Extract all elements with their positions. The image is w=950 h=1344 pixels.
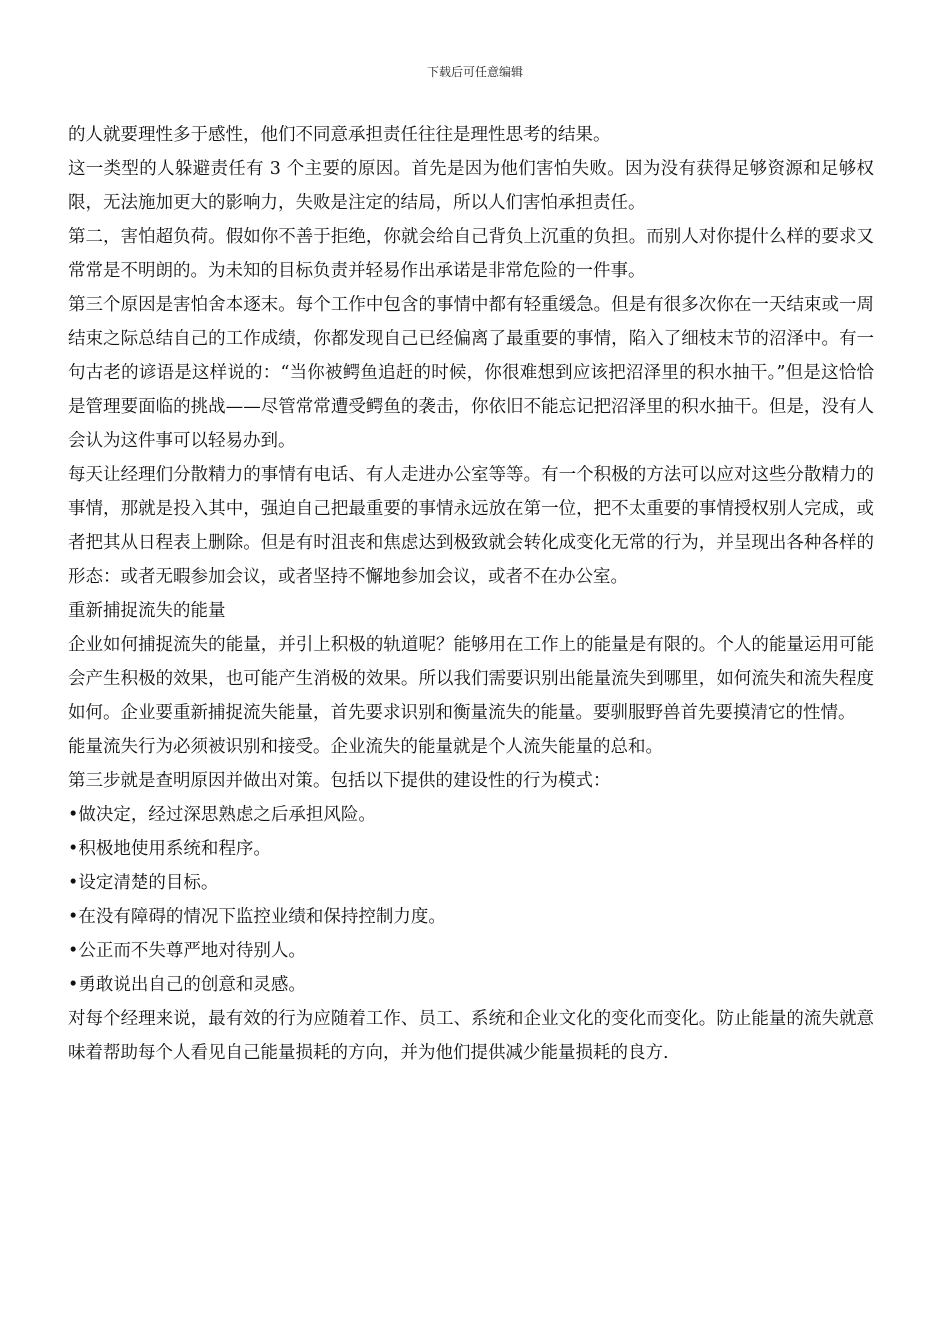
- section-heading: 重新捕捉流失的能量: [68, 601, 226, 621]
- paragraph: 对每个经理来说，最有效的行为应随着工作、员工、系统和企业文化的变化而变化。防止能量的流失就意味着帮助每个人看见自己能量损耗的方向，并为他们提供减少能量损耗的良方.: [68, 1009, 874, 1063]
- paragraph: 企业如何捕捉流失的能量，并引上积极的轨道呢？能够用在工作上的能量是有限的。个人的能量运用可能会产生积极的效果，也可能产生消极的效果。所以我们需要识别出能量流失到哪里，如何流失和流失程度如何。企业要重新捕捉流失能量，首先要求识别和衡量流失的能量。要驯服野兽首先要摸清它的性情。: [68, 635, 874, 723]
- document-body: [68, 118, 874, 1070]
- list-item: •在没有障碍的情况下监控业绩和保持控制力度。: [68, 907, 446, 927]
- paragraph: 第二，害怕超负荷。假如你不善于拒绝，你就会给自己背负上沉重的负担。而别人对你提什么样的要求又常常是不明朗的。为未知的目标负责并轻易作出承诺是非常危险的一件事。: [68, 227, 874, 281]
- list-item: •设定清楚的目标。: [68, 873, 219, 893]
- list-item: •积极地使用系统和程序。: [68, 839, 271, 859]
- bullet-list: [68, 798, 874, 1002]
- paragraph: 这一类型的人躲避责任有 3 个主要的原因。首先是因为他们害怕失败。因为没有获得足够资源和足够权限，无法施加更大的影响力，失败是注定的结局，所以人们害怕承担责任。: [68, 159, 874, 213]
- list-item: •公正而不失尊严地对待别人。: [68, 941, 306, 961]
- paragraph: 每天让经理们分散精力的事情有电话、有人走进办公室等等。有一个积极的方法可以应对这些分散精力的事情，那就是投入其中，强迫自己把最重要的事情永远放在第一位，把不太重要的事情授权别人完成，或者把其从日程表上删除。但是有时沮丧和焦虑达到极致就会转化成变化无常的行为，并呈现出各种各样的形态：或者无暇参加会议，或者坚持不懈地参加会议，或者不在办公室。: [68, 465, 874, 587]
- page-header: 下载后可任意编辑: [426, 65, 523, 79]
- paragraph: 第三步就是查明原因并做出对策。包括以下提供的建设性的行为模式：: [68, 771, 611, 791]
- paragraph: 的人就要理性多于感性，他们不同意承担责任往往是理性思考的结果。: [68, 125, 611, 145]
- paragraph: 能量流失行为必须被识别和接受。企业流失的能量就是个人流失能量的总和。: [68, 737, 663, 757]
- list-item: •做决定，经过深思熟虑之后承担风险。: [68, 805, 376, 825]
- list-item: •勇敢说出自己的创意和灵感。: [68, 975, 306, 995]
- paragraph: 第三个原因是害怕舍本逐末。每个工作中包含的事情中都有轻重缓急。但是有很多次你在一天结束或一周结束之际总结自己的工作成绩，你都发现自己已经偏离了最重要的事情，陷入了细枝末节的沼泽中。有一句古老的谚语是这样说的：“当你被鳄鱼追赶的时候，你很难想到应该把沼泽里的积水抽干。”但是这恰恰是管理要面临的挑战——尽管常常遭受鳄鱼的袭击，你依旧不能忘记把沼泽里的积水抽干。但是，没有人会认为这件事可以轻易办到。: [68, 295, 874, 451]
